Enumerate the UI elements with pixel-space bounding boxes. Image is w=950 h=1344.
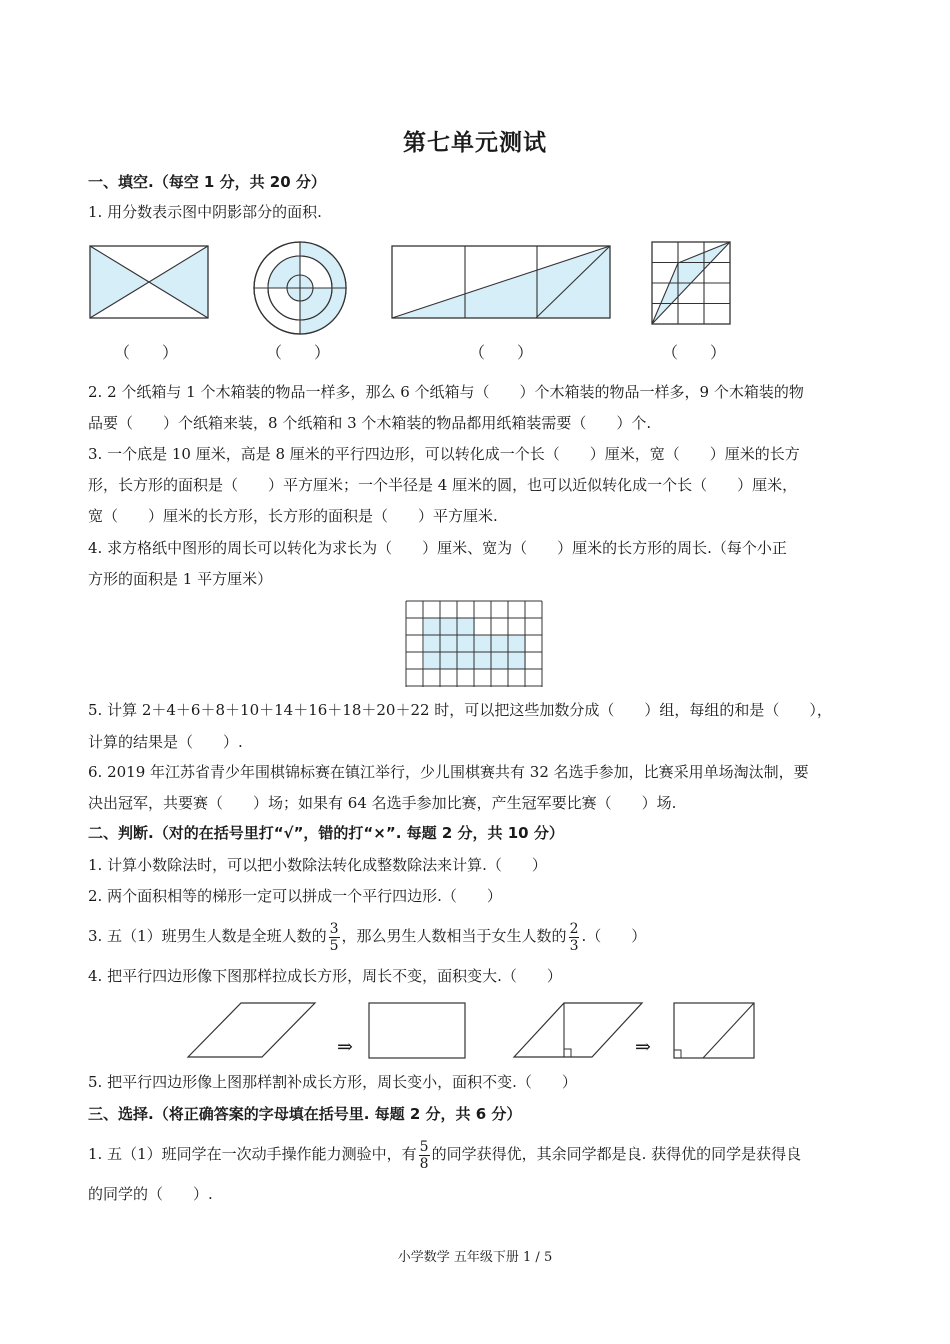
q1-6-line-1: 6. 2019 年江苏省青少年围棋锦标赛在镇江举行，少儿围棋赛共有 32 名选手参加，比赛采用单场淘汰制，要 <box>88 763 809 781</box>
arrow-icon: ⇒ <box>337 1036 353 1058</box>
fraction-numerator: 3 <box>329 920 339 937</box>
figure-rectangle-bowtie <box>88 244 212 322</box>
q1-1-answer-paren-3[interactable]: （ ） <box>469 343 534 362</box>
q3-1-line-1 <box>88 1132 868 1176</box>
fraction-two-thirds <box>569 921 580 954</box>
q1-4-line-2: 方形的面积是 1 平方厘米） <box>88 570 273 588</box>
figure-rectangle-2 <box>673 1002 757 1060</box>
q2-3-part-a: 3. 五（1）班男生人数是全班人数的 <box>88 927 327 945</box>
figure-long-rectangle-triangles <box>390 244 614 322</box>
fraction-denominator: 5 <box>329 937 339 954</box>
figure-grid-triangle <box>650 240 734 326</box>
q1-3-line-2: 形，长方形的面积是（ ）平方厘米；一个半径是 4 厘米的圆，也可以近似转化成一个长（ ）厘米， <box>88 476 798 494</box>
fraction-three-fifths <box>329 921 340 954</box>
section3-heading: 三、选择.（将正确答案的字母填在括号里. 每题 2 分，共 6 分） <box>88 1105 522 1123</box>
q2-1-text: 1. 计算小数除法时，可以把小数除法转化成整数除法来计算.（ ） <box>88 856 547 874</box>
page-title: 第七单元测试 <box>403 130 547 156</box>
section2-heading: 二、判断.（对的在括号里打“√”，错的打“×”. 每题 2 分，共 10 分） <box>88 824 564 842</box>
figure-parallelogram-2 <box>512 1000 644 1060</box>
q3-1-line-2: 的同学的（ ）. <box>88 1185 213 1203</box>
q1-1-answer-paren-2[interactable]: （ ） <box>266 343 331 362</box>
q2-2-text: 2. 两个面积相等的梯形一定可以拼成一个平行四边形.（ ） <box>88 887 502 905</box>
q1-1-answer-paren-1[interactable]: （ ） <box>114 343 179 362</box>
fraction-denominator: 8 <box>419 1155 429 1172</box>
q2-4-text: 4. 把平行四边形像下图那样拉成长方形，周长不变，面积变大.（ ） <box>88 967 562 985</box>
q2-3-part-c: .（ ） <box>581 927 647 945</box>
q3-1-part-b: 的同学获得优，其余同学都是良. 获得优的同学是获得良 <box>431 1145 802 1163</box>
figure-rectangle-1 <box>368 1002 468 1060</box>
figure-concentric-circles <box>252 240 348 336</box>
q1-3-line-1: 3. 一个底是 10 厘米，高是 8 厘米的平行四边形，可以转化成一个长（ ）厘米，宽（ ）厘米的长方 <box>88 445 800 463</box>
figure-parallelogram-1 <box>186 1000 318 1060</box>
q1-1-answer-paren-4[interactable]: （ ） <box>662 343 727 362</box>
q2-5-text: 5. 把平行四边形像上图那样割补成长方形，周长变小，面积不变.（ ） <box>88 1073 577 1091</box>
q1-1-text: 1. 用分数表示图中阴影部分的面积. <box>88 203 322 221</box>
figure-grid-shape <box>404 600 546 688</box>
q1-5-line-1: 5. 计算 2＋4＋6＋8＋10＋14＋16＋18＋20＋22 时，可以把这些加数分成（ ）组，每组的和是（ ）， <box>88 701 832 719</box>
q3-1-part-a: 1. 五（1）班同学在一次动手操作能力测验中，有 <box>88 1145 417 1163</box>
q2-3-text <box>88 914 868 958</box>
fraction-numerator: 2 <box>569 920 579 937</box>
q2-3-part-b: ，那么男生人数相当于女生人数的 <box>341 927 567 945</box>
q1-2-line-1: 2. 2 个纸箱与 1 个木箱装的物品一样多，那么 6 个纸箱与（ ）个木箱装的物品一样多，9 个木箱装的物 <box>88 383 804 401</box>
fraction-five-eighths <box>419 1139 430 1172</box>
arrow-icon: ⇒ <box>635 1036 651 1058</box>
fraction-numerator: 5 <box>419 1138 429 1155</box>
q1-5-line-2: 计算的结果是（ ）. <box>88 733 243 751</box>
q1-6-line-2: 决出冠军，共要赛（ ）场；如果有 64 名选手参加比赛，产生冠军要比赛（ ）场. <box>88 794 677 812</box>
section1-heading: 一、填空.（每空 1 分，共 20 分） <box>88 173 326 191</box>
q1-4-line-1: 4. 求方格纸中图形的周长可以转化为求长为（ ）厘米、宽为（ ）厘米的长方形的周长.（每个小正 <box>88 539 787 557</box>
q1-2-line-2: 品要（ ）个纸箱来装，8 个纸箱和 3 个木箱装的物品都用纸箱装需要（ ）个. <box>88 414 652 432</box>
q1-3-line-3: 宽（ ）厘米的长方形，长方形的面积是（ ）平方厘米. <box>88 507 498 525</box>
fraction-denominator: 3 <box>569 937 579 954</box>
page-footer: 小学数学 五年级下册 1 / 5 <box>397 1250 553 1265</box>
